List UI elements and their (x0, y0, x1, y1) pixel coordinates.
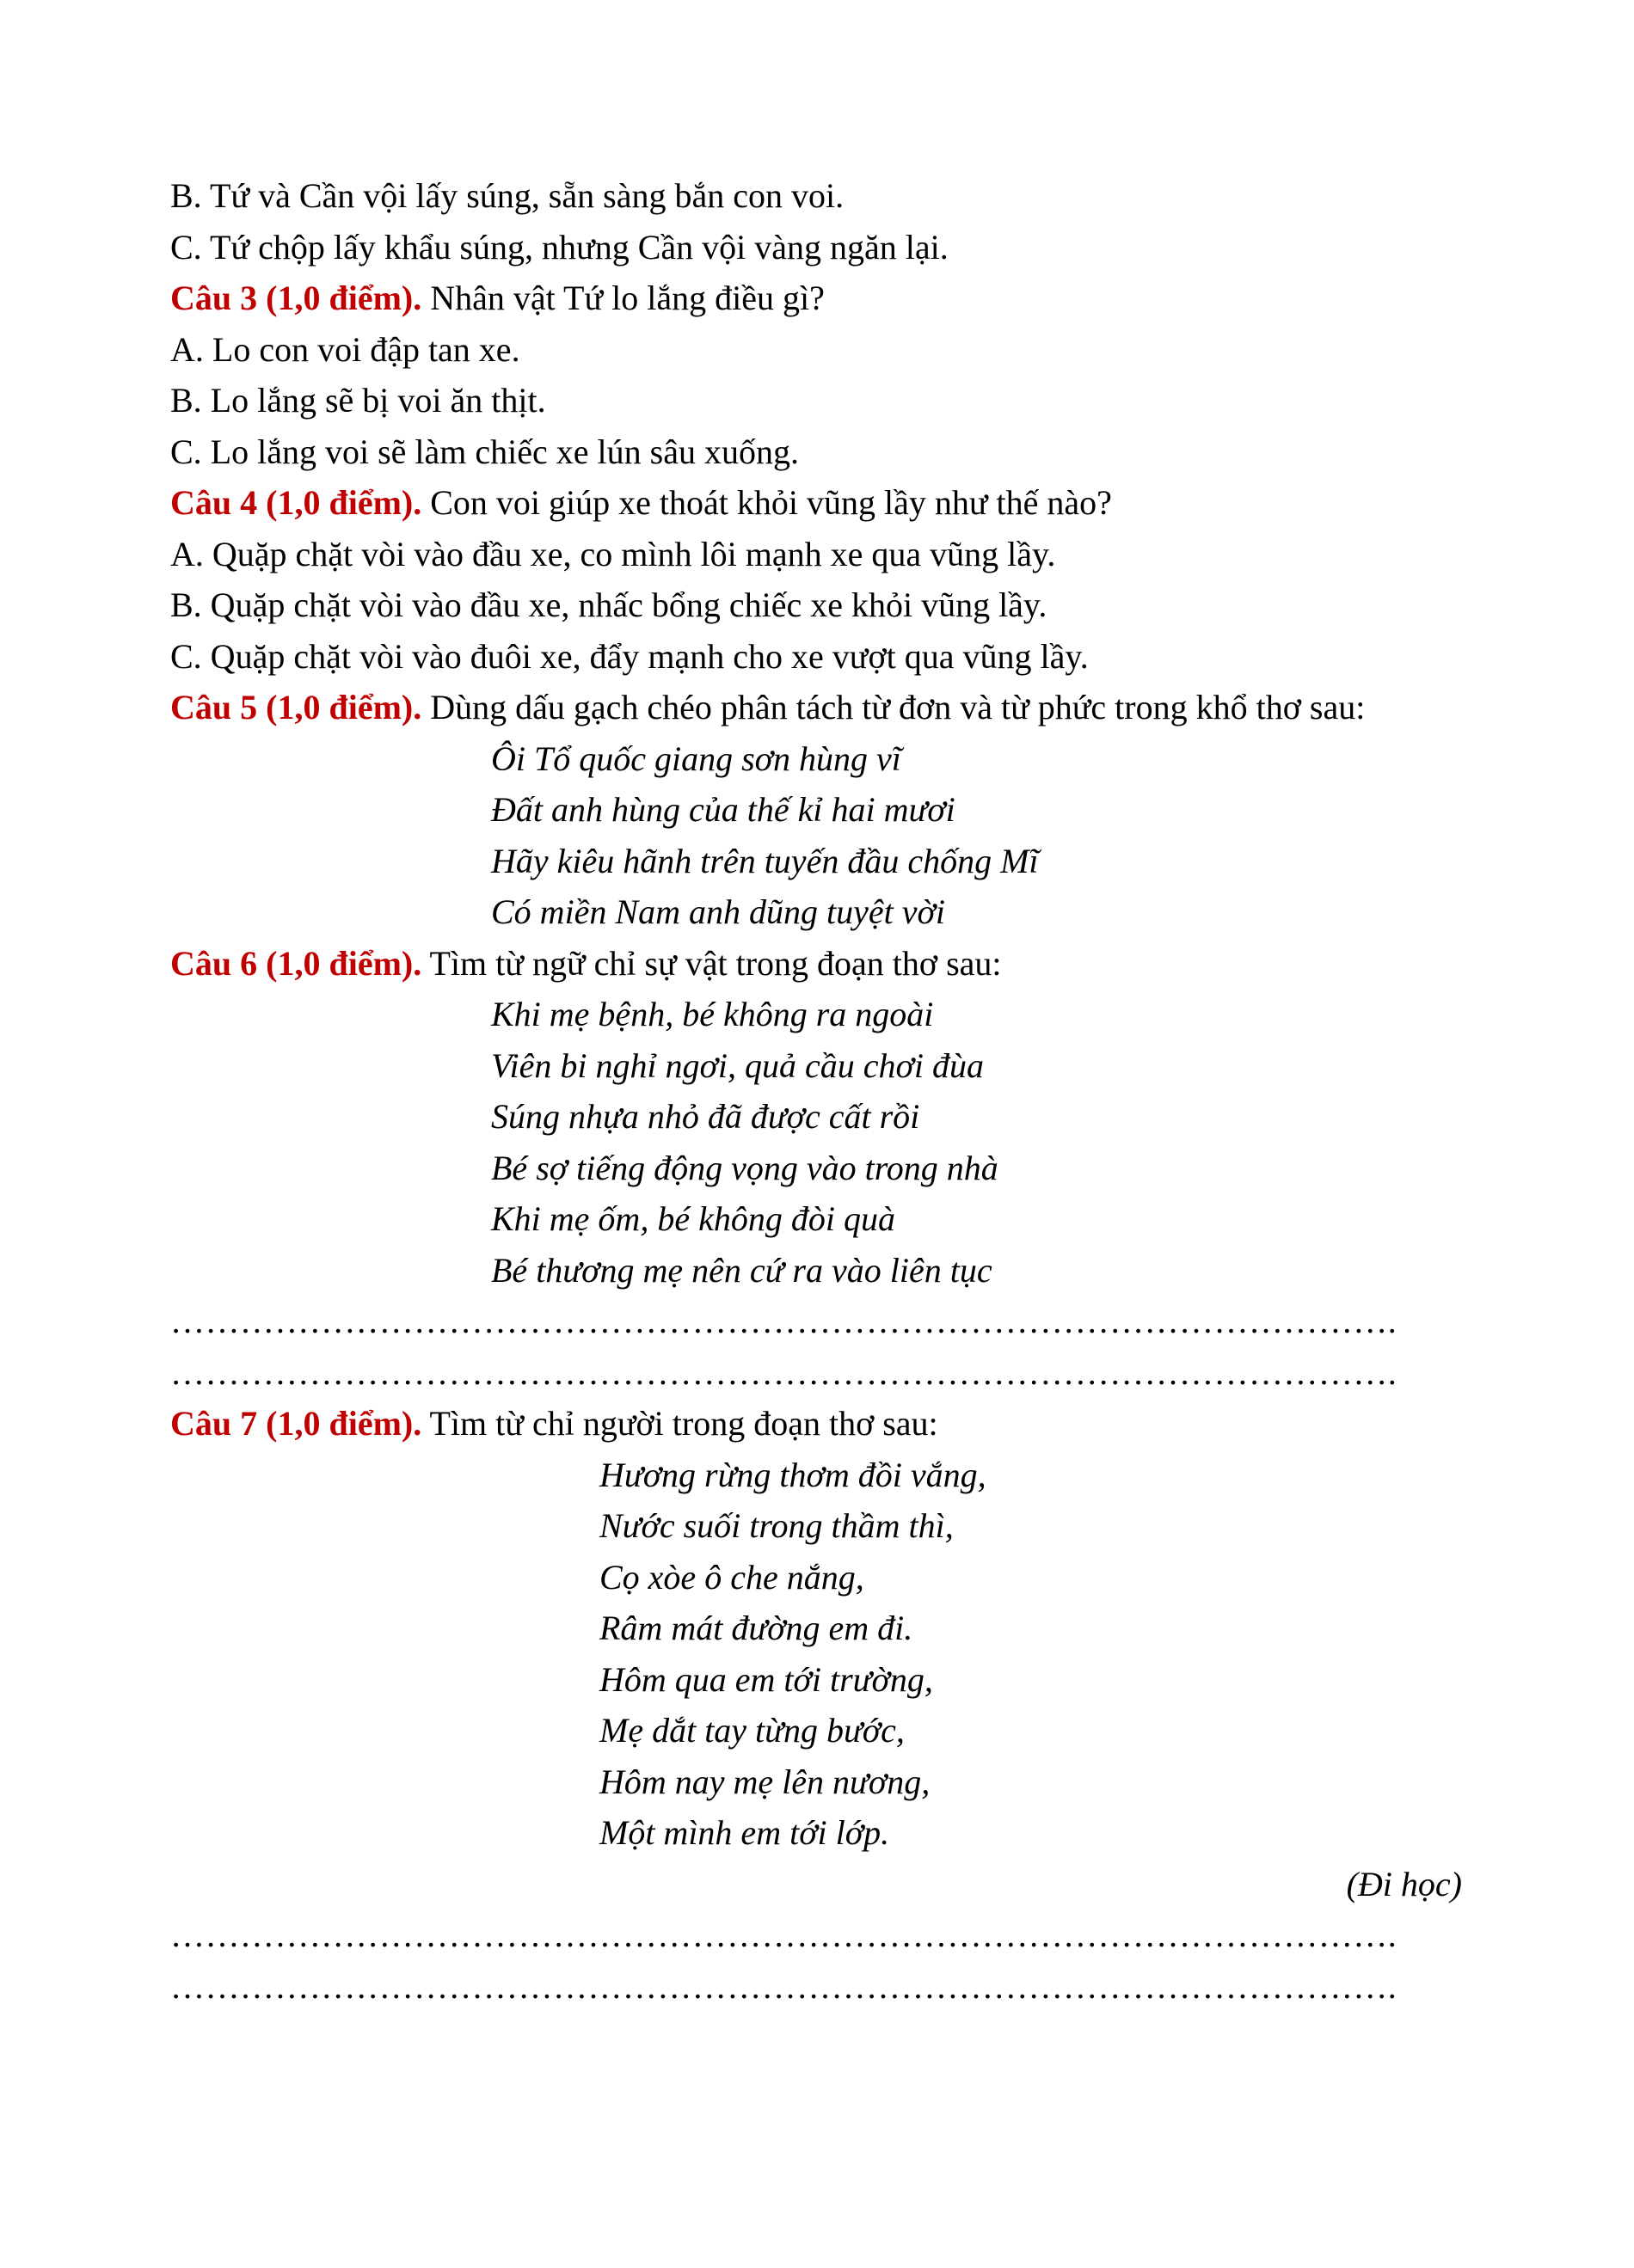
q7-poem-line: Một mình em tới lớp. (599, 1813, 890, 1852)
q5-poem-line: Đất anh hùng của thế kỉ hai mươi (491, 790, 955, 829)
q2-option-c: C. Tứ chộp lấy khẩu súng, nhưng Cần vội vàng ngăn lại. (170, 227, 949, 267)
q7-poem-line: Hương rừng thơm đồi vắng, (599, 1455, 986, 1494)
q4-option-c: C. Quặp chặt vòi vào đuôi xe, đẩy mạnh cho xe vượt qua vũng lầy. (170, 636, 1089, 676)
q3-heading (170, 273, 1462, 324)
q6-answer-line: ……………………………………………………………………………………………. (170, 1302, 1398, 1340)
q4-text: Con voi giúp xe thoát khỏi vũng lầy như thế nào? (421, 483, 1112, 522)
q3-label: Câu 3 (1,0 điểm). (170, 279, 422, 317)
q6-poem-line: Bé sợ tiếng động vọng vào trong nhà (491, 1148, 998, 1187)
q5-poem-line: Ôi Tổ quốc giang sơn hùng vĩ (491, 739, 901, 778)
q6-poem-line: Bé thương mẹ nên cứ ra vào liên tục (491, 1250, 992, 1290)
q6-poem-line: Khi mẹ bệnh, bé không ra ngoài (491, 995, 934, 1033)
q5-poem-line: Có miền Nam anh dũng tuyệt vời (491, 892, 945, 931)
q6-poem-line: Súng nhựa nhỏ đã được cất rồi (491, 1097, 920, 1136)
q4-label: Câu 4 (1,0 điểm). (170, 483, 422, 522)
q6-label: Câu 6 (1,0 điểm). (170, 943, 422, 983)
q7-label: Câu 7 (1,0 điểm). (170, 1404, 422, 1443)
q7-poem-line: Nước suối trong thầm thì, (599, 1506, 954, 1545)
q6-heading (170, 938, 1462, 990)
q4-option-b: B. Quặp chặt vòi vào đầu xe, nhấc bổng chiếc xe khỏi vũng lầy. (170, 585, 1047, 624)
q3-option-b: B. Lo lắng sẽ bị voi ăn thịt. (170, 381, 546, 420)
q7-poem-line: Mẹ dắt tay từng bước, (599, 1711, 905, 1750)
q6-text: Tìm từ ngữ chỉ sự vật trong đoạn thơ sau: (421, 943, 1002, 983)
q5-heading (170, 682, 1462, 733)
q3-text: Nhân vật Tứ lo lắng điều gì? (421, 279, 825, 317)
q2-option-b: B. Tứ và Cần vội lấy súng, sẵn sàng bắn con voi. (170, 176, 845, 215)
q7-heading (170, 1398, 1462, 1450)
q4-option-a: A. Quặp chặt vòi vào đầu xe, co mình lôi mạnh xe qua vũng lầy. (170, 534, 1056, 573)
q5-poem-line: Hãy kiêu hãnh trên tuyến đầu chống Mĩ (491, 841, 1039, 880)
q7-poem-line: Cọ xòe ô che nắng, (599, 1557, 864, 1597)
q7-poem-line: Hôm qua em tới trường, (599, 1659, 933, 1699)
q7-poem-line: Râm mát đường em đi. (599, 1609, 913, 1647)
q7-text: Tìm từ chỉ người trong đoạn thơ sau: (421, 1404, 938, 1443)
q7-poem-source: (Đi học) (1346, 1864, 1462, 1903)
q3-option-a: A. Lo con voi đập tan xe. (170, 329, 520, 369)
document-page (170, 170, 1462, 2012)
q7-answer-line: ……………………………………………………………………………………………. (170, 1916, 1398, 1954)
q5-text: Dùng dấu gạch chéo phân tách từ đơn và từ phức trong khổ thơ sau: (421, 688, 1366, 726)
q3-option-c: C. Lo lắng voi sẽ làm chiếc xe lún sâu xuống. (170, 432, 799, 471)
q6-poem-line: Viên bi nghỉ ngơi, quả cầu chơi đùa (491, 1045, 984, 1085)
q6-answer-line: ……………………………………………………………………………………………. (170, 1352, 1398, 1392)
q4-heading (170, 477, 1462, 529)
q5-label: Câu 5 (1,0 điểm). (170, 688, 422, 726)
q7-answer-line: ……………………………………………………………………………………………. (170, 1966, 1398, 2006)
q6-poem-line: Khi mẹ ốm, bé không đòi quà (491, 1199, 895, 1238)
q7-poem-line: Hôm nay mẹ lên nương, (599, 1762, 931, 1801)
